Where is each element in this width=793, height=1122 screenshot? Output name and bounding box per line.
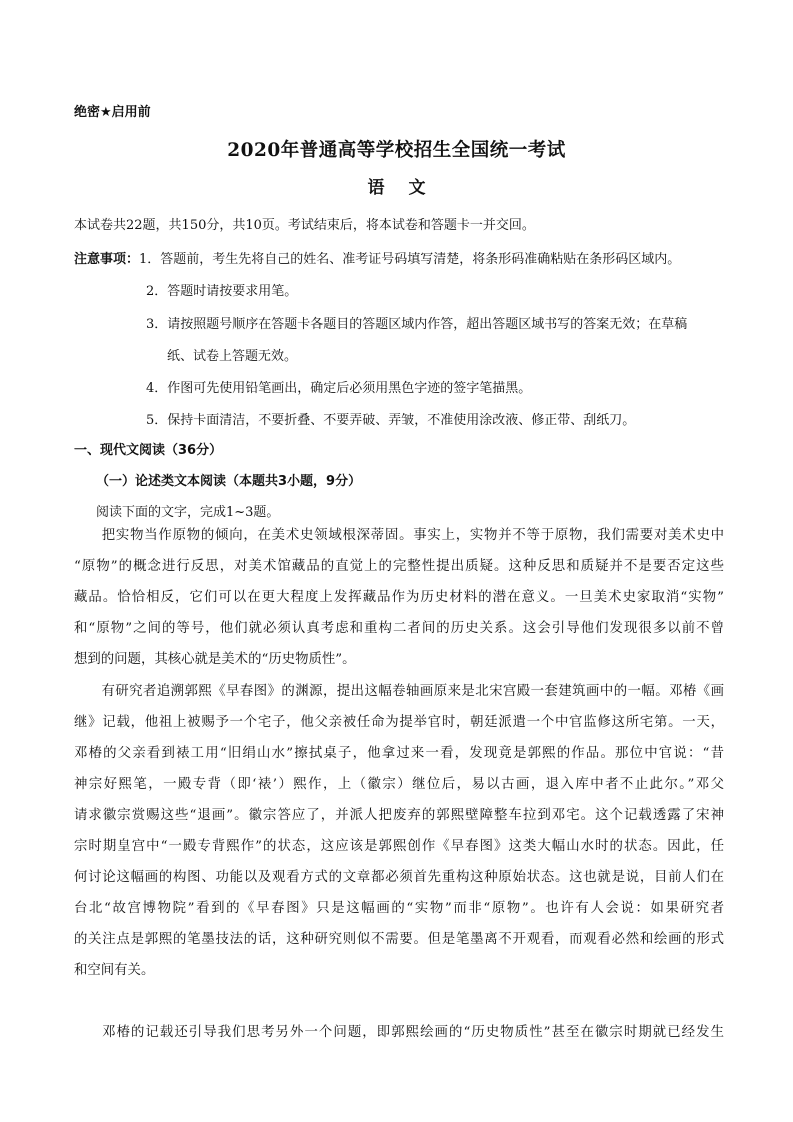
exam-title: 2020年普通高等学校招生全国统一考试 — [227, 140, 566, 161]
reading-instruction: 阅读下面的文字，完成1~3题。 — [96, 505, 280, 520]
secret-label: 绝密★启用前 — [74, 105, 151, 120]
passage-line: 神宗好熙笔，一殿专背（即‘裱’）熙作，上（徽宗）继位后，易以古画，退入库中者不止此尔。”邓父 — [74, 777, 724, 792]
passage-line: 藏品。恰恰相反，它们可以在更大程度上发挥藏品作为历史材料的潜在意义。一旦美术史家取消“实物” — [74, 590, 724, 605]
passage-paragraph-3 — [74, 1017, 724, 1048]
passage-paragraph-2 — [74, 676, 724, 986]
passage-line: 请求徽宗赏赐这些“退画”。徽宗答应了，并派人把废弃的郭熙壁障整车拉到邓宅。这个记载透露了宋神 — [74, 808, 724, 823]
passage-line: 邓椿的记载还引导我们思考另外一个问题，即郭熙绘画的“历史物质性”甚至在徽宗时期就已经发生 — [101, 1025, 724, 1040]
passage-line: 邓椿的父亲看到裱工用“旧绢山水”擦拭桌子，他拿过来一看，发现竟是郭熙的作品。那位中官说：“昔 — [74, 746, 724, 761]
note-item: 纸、试卷上答题无效。 — [167, 349, 298, 364]
notes-first-line — [74, 248, 680, 267]
notes-label: 注意事项： — [74, 252, 140, 267]
passage-line: 继》记载，他祖上被赐予一个宅子，他父亲被任命为提举官时，朝廷派遣一个中官监修这所宅第。一天， — [74, 715, 724, 730]
passage-line: 何讨论这幅画的构图、功能以及观看方式的文章都必须首先重构这种原始状态。这也就是说，目前人们在 — [74, 870, 724, 885]
passage-line: 宗时期皇宫中“一殿专背熙作”的状态，这应该是郭熙创作《早春图》这类大幅山水时的状态。因此，任 — [74, 839, 724, 854]
passage-line: 想到的问题，其核心就是美术的“历史物质性”。 — [74, 652, 356, 667]
note-item: 2．答题时请按要求用笔。 — [146, 284, 298, 299]
intro-text: 本试卷共22题，共150分，共10页。考试结束后，将本试卷和答题卡一并交回。 — [74, 218, 535, 233]
subject-title: 语文 — [367, 178, 450, 198]
passage-line: 和“原物”之间的等号，他们就必须认真考虑和重构二者间的历史关系。这会引导他们发现很多以前不曾 — [74, 621, 724, 636]
note-item: 3．请按照题号顺序在答题卡各题目的答题区域内作答，超出答题区域书写的答案无效；在草稿 — [146, 317, 688, 332]
note-item: 4．作图可先使用铅笔画出，确定后必须用黑色字迹的签字笔描黑。 — [146, 381, 532, 396]
note-item: 5．保持卡面清洁，不要折叠、不要弄破、弄皱，不准使用涂改液、修正带、刮纸刀。 — [146, 413, 636, 428]
passage-line: 的关注点是郭熙的笔墨技法的话，这种研究则似不需要。但是笔墨离不开观看，而观看必然和绘画的形式 — [74, 932, 724, 947]
section-heading: 一、现代文阅读（36分） — [74, 443, 223, 458]
passage-line: “原物”的概念进行反思，对美术馆藏品的直觉上的完整性提出质疑。这种反思和质疑并不是要否定这些 — [74, 559, 724, 574]
passage-paragraph-1 — [74, 520, 724, 675]
note-item: 1．答题前，考生先将自己的姓名、准考证号码填写清楚，将条形码准确粘贴在条形码区域内。 — [139, 252, 681, 267]
passage-line: 台北“故宫博物院”看到的《早春图》只是这幅画的“实物”而非“原物”。也许有人会说：如果研究者 — [74, 901, 724, 916]
passage-line: 和空间有关。 — [74, 963, 155, 978]
sub-section-heading: （一）论述类文本阅读（本题共3小题，9分） — [96, 474, 362, 489]
passage-line: 把实物当作原物的倾向，在美术史领域根深蒂固。事实上，实物并不等于原物，我们需要对美术史中 — [101, 528, 724, 543]
passage-line: 有研究者追溯郭熙《早春图》的渊源，提出这幅卷轴画原来是北宋宫殿一套建筑画中的一幅。邓椿《画 — [101, 684, 724, 699]
